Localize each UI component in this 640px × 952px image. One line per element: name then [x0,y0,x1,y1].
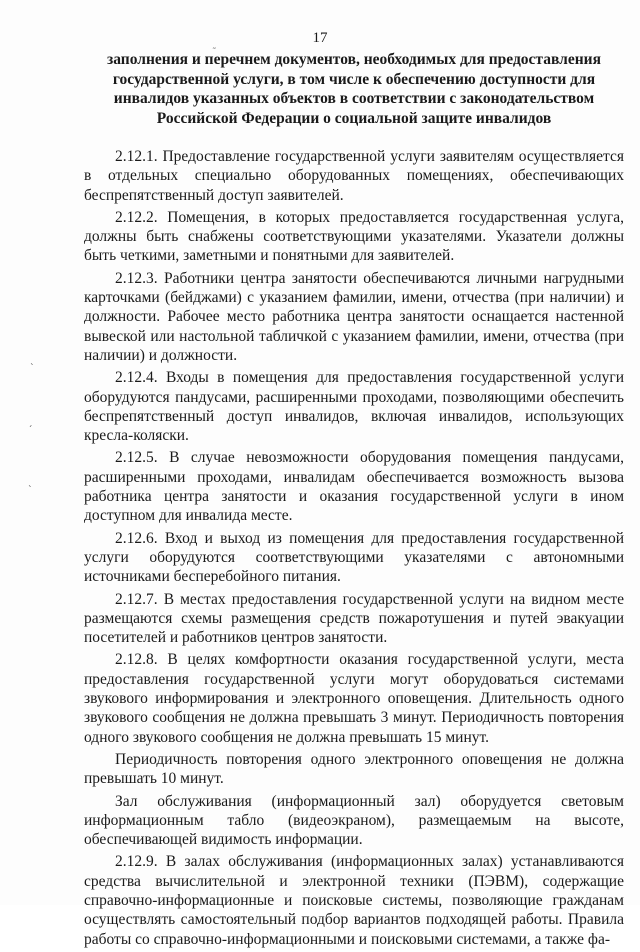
paragraph-electronic-alert: Периодичность повторения одного электронного оповещения не должна превышать 10 минут. [84,750,624,788]
document-body [84,147,624,952]
section-heading: заполнения и перечнем документов, необходимых для предоставления государственной услуги, в том числе к обеспечению доступности для инвалидов указанных объектов в соответствии с законодательством Российской Федерации о социальной защите инвалидов [107,51,601,127]
paragraph-info-hall: Зал обслуживания (информационный зал) оборудуется световым информационным табло (видеоэкраном), размещаемым на высоте, обеспечивающей видимость информации. [84,792,624,849]
paragraph-2-12-2: 2.12.2. Помещения, в которых предоставляется государственная услуга, должны быть снабжены соответствующими указателями. Указатели должны быть четкими, заметными и понятными для заявителей. [84,208,624,265]
scan-artifact-mark: ˏ [28,418,33,428]
scan-artifact-mark: ˎ [28,478,33,488]
scan-artifact-mark: ˷ [212,40,217,50]
paragraph-2-12-5: 2.12.5. В случае невозможности оборудования помещения пандусами, расширенными проходами, инвалидам обеспечивается возможность вызова работника центра занятости и оказания государственной услуги в ином доступном для инвалида месте. [84,449,624,525]
page-number: 17 [312,30,328,46]
paragraph-2-12-6: 2.12.6. Вход и выход из помещения для предоставления государственной услуги оборудуются соответствующими указателями с автономными источниками бесперебойного питания. [84,529,624,586]
paragraph-2-12-4: 2.12.4. Входы в помещения для предоставления государственной услуги оборудуются пандусами, расширенными проходами, позволяющими обеспечить беспрепятственный доступ инвалидов, включая инвалидов, использующих кресла-коляски. [84,369,624,445]
scan-artifact-mark: ˎ [30,356,35,366]
paragraph-2-12-9: 2.12.9. В залах обслуживания (информационных залах) устанавливаются средства вычислительной и электронной техники (ПЭВМ), содержащие справочно-информационные и поисковые системы, позволяющие гражданам осуществлять самостоятельный подбор вариантов подходящей работы. Правила работы со справочно-информационными и поисковыми системами, а также фа- [84,853,624,948]
paragraph-2-12-7: 2.12.7. В местах предоставления государственной услуги на видном месте размещаются схемы размещения средств пожаротушения и путей эвакуации посетителей и работников центров занятости. [84,590,624,647]
paragraph-2-12-1: 2.12.1. Предоставление государственной услуги заявителям осуществляется в отдельных специально оборудованных помещениях, обеспечивающих беспрепятственный доступ заявителей. [84,148,624,204]
paragraph-2-12-8: 2.12.8. В целях комфортности оказания государственной услуги, места предоставления государственной услуги могут оборудоваться системами звукового информирования и электронного оповещения. Длительность одного звукового сообщения не должна превышать 3 минут. Периодичность повторения одного звукового сообщения не должна превышать 15 минут. [84,651,624,746]
paragraph-2-12-3: 2.12.3. Работники центра занятости обеспечиваются личными нагрудными карточками (бейджами) с указанием фамилии, имени, отчества (при наличии) и должности. Рабочее место работника центра занятости оснащается настенной вывеской или настольной табличкой с указанием фамилии, имени, отчества (при наличии) и должности. [84,269,624,364]
